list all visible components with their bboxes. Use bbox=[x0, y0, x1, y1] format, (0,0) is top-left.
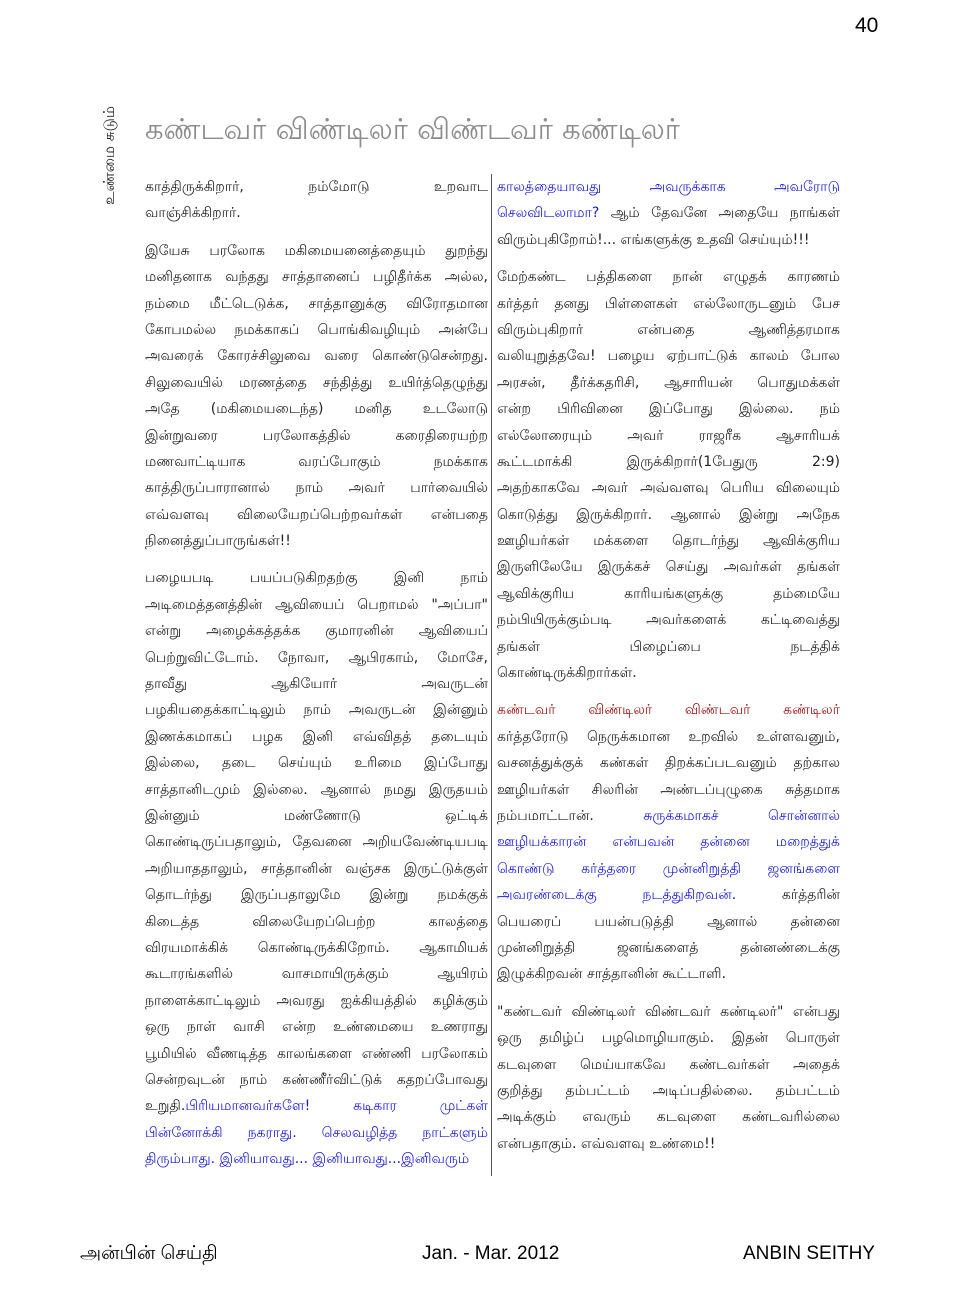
text-segment: அதற்காகவே அவர் அவ்வளவு பெரிய விலையும் bbox=[497, 480, 840, 497]
text-line bbox=[145, 671, 488, 697]
text-line bbox=[145, 829, 488, 855]
text-segment: உறுதி. bbox=[145, 1098, 186, 1115]
text-segment: குறித்து தம்பட்டம் அடிப்பதில்லை. தம்பட்டம் bbox=[497, 1082, 840, 1099]
text-line bbox=[145, 1093, 488, 1119]
text-line bbox=[497, 449, 840, 475]
text-line bbox=[145, 750, 488, 776]
text-line bbox=[145, 645, 488, 671]
text-segment: பழகியதைக்காட்டிலும் நாம் அவருடன் இன்னும் bbox=[145, 702, 488, 719]
text-line bbox=[497, 528, 840, 554]
text-line bbox=[145, 449, 488, 475]
text-line bbox=[497, 264, 840, 290]
text-segment: தாவீது ஆகியோர் அவருடன் bbox=[145, 676, 488, 693]
text-segment: இன்றுவரை பரலோகத்தில் கரைதிரையற்ற bbox=[145, 427, 488, 444]
text-line bbox=[497, 634, 840, 660]
text-segment: கர்த்தரின் bbox=[736, 887, 840, 904]
text-segment: நினைத்துப்பாருங்கள்!! bbox=[145, 533, 291, 550]
text-line bbox=[497, 554, 840, 580]
text-segment: கூட்டமாக்கி இருக்கிறார்(1பேதுரு 2:9) bbox=[497, 453, 840, 470]
text-line bbox=[145, 935, 488, 961]
text-line bbox=[145, 264, 488, 290]
text-segment: விரும்புகிறார் என்பதை ஆணித்தரமாக bbox=[497, 321, 840, 338]
text-line bbox=[497, 291, 840, 317]
text-segment: ஆம் தேவனே அதையே நாங்கள் bbox=[599, 205, 840, 222]
text-line bbox=[145, 174, 488, 200]
text-segment: கூடாரங்களில் வாசமாயிருக்கும் ஆயிரம் bbox=[145, 966, 488, 983]
text-line bbox=[145, 618, 488, 644]
text-line bbox=[497, 1131, 840, 1157]
text-line bbox=[145, 370, 488, 396]
footer-magazine-name: ANBIN SEITHY bbox=[743, 1243, 875, 1264]
text-line bbox=[145, 777, 488, 803]
text-segment: என்பதாகும். எவ்வளவு உண்மை!! bbox=[497, 1135, 716, 1152]
text-line bbox=[145, 988, 488, 1014]
text-line bbox=[497, 607, 840, 633]
paragraph bbox=[497, 999, 840, 1157]
text-segment: எவ்வளவு விலையேறப்பெற்றவர்கள் என்பதை bbox=[145, 506, 488, 523]
text-segment: இயேசு பரலோக மகிமையனைத்தையும் துறந்து bbox=[145, 242, 488, 259]
text-segment: விரும்புகிறோம்!... எங்களுக்கு உதவி செய்யும்!!! bbox=[497, 231, 810, 248]
text-line bbox=[145, 1041, 488, 1067]
paragraph bbox=[497, 174, 840, 253]
text-segment: காத்திருப்பாரானால் நாம் அவர் பார்வையில் bbox=[145, 480, 488, 497]
text-segment: கிடைத்த விலையேறப்பெற்ற காலத்தை bbox=[145, 913, 488, 930]
text-segment: வலியுறுத்தவே! பழைய ஏற்பாட்டுக் காலம் போல bbox=[497, 348, 840, 365]
text-line bbox=[145, 1014, 488, 1040]
text-line bbox=[145, 697, 488, 723]
text-line bbox=[497, 1052, 840, 1078]
text-segment: இன்னும் மண்ணோடு ஒட்டிக் bbox=[145, 807, 488, 824]
text-segment: இழுக்கிறவன் சாத்தானின் கூட்டாளி. bbox=[497, 966, 726, 983]
text-segment: ஒரு நாள் வாசி என்ற உண்மையை உணராது bbox=[145, 1019, 488, 1036]
text-segment: என்ற பிரிவினை இப்போது இல்லை. நம் bbox=[497, 401, 840, 418]
text-line bbox=[497, 697, 840, 723]
text-segment: சென்றவுடன் நாம் கண்ணீர்விட்டுக் கதறப்போவது bbox=[145, 1071, 488, 1088]
paragraph bbox=[145, 238, 488, 555]
text-segment: காலத்தையாவது அவருக்காக அவரோடு bbox=[497, 179, 840, 195]
text-line bbox=[497, 396, 840, 422]
text-segment: அரசன், தீர்க்கதரிசி, ஆசாரியன் பொதுமக்கள் bbox=[497, 374, 840, 391]
text-segment: இருளிலேயே இருக்கச் செய்து அவர்கள் தங்கள் bbox=[497, 559, 840, 576]
text-segment: அவரைக் கோரச்சிலுவை வரை கொண்டுசென்றது. bbox=[145, 348, 488, 365]
paragraph bbox=[497, 264, 840, 686]
text-line bbox=[497, 909, 840, 935]
text-segment: தங்கள் பிழைப்பை நடத்திக் bbox=[497, 638, 840, 655]
right-column bbox=[497, 174, 840, 1168]
text-segment: பழையபடி பயப்படுகிறதற்கு இனி நாம் bbox=[145, 570, 488, 587]
text-segment: பெயரைப் பயன்படுத்தி ஆனால் தன்னை bbox=[497, 913, 840, 930]
text-line bbox=[497, 370, 840, 396]
text-segment: தொடர்ந்து இருப்பதாலுமே இன்று நமக்குக் bbox=[145, 887, 488, 904]
text-segment: பெற்றுவிட்டோம். நோவா, ஆபிரகாம், மோசே, bbox=[145, 649, 488, 666]
text-line bbox=[497, 343, 840, 369]
text-segment: கோபமல்ல நமக்காகப் பொங்கிவழியும் அன்பே bbox=[145, 321, 488, 338]
text-segment: கொடுத்து இருக்கிறார். ஆனால் இன்று அநேக bbox=[497, 506, 840, 523]
text-segment: நாளைக்காட்டிலும் அவரது ஐக்கியத்தில் கழிக்கும் bbox=[145, 992, 488, 1009]
text-line bbox=[497, 581, 840, 607]
footer-magazine-name-tamil: அன்பின் செய்தி bbox=[80, 1243, 218, 1264]
text-line bbox=[145, 803, 488, 829]
text-line bbox=[145, 1146, 488, 1172]
text-line bbox=[145, 1067, 488, 1093]
text-segment: திரும்பாது. இனியாவது... இனியாவது...இனிவரும் bbox=[145, 1151, 470, 1168]
text-line bbox=[145, 724, 488, 750]
text-segment: ஊழியர்கள் மக்களை தொடர்ந்து ஆவிக்குரிய bbox=[497, 533, 840, 550]
text-segment: மனிதனாக வந்தது சாத்தானைப் பழிதீர்க்க அல்ல, bbox=[145, 269, 488, 286]
text-segment: கர்த்தரோடு நெருக்கமான உறவில் உள்ளவனும், bbox=[497, 728, 840, 745]
text-line bbox=[497, 803, 840, 829]
text-segment: விரயமாக்கிக் கொண்டிருக்கிறோம். ஆகாமியக் bbox=[145, 939, 488, 956]
left-column bbox=[145, 174, 488, 1183]
text-line bbox=[145, 882, 488, 908]
text-segment: நம்மை மீட்டெடுக்க, சாத்தானுக்கு விரோதமான bbox=[145, 295, 488, 312]
text-segment: அறியாததாலும், சாத்தானின் வஞ்சக இருட்டுக்குள் bbox=[145, 860, 488, 877]
paragraph bbox=[145, 174, 488, 227]
text-segment: பிரியமானவர்களே! கடிகார முட்கள் bbox=[185, 1098, 488, 1115]
text-segment: முன்னிறுத்தி ஜனங்களைத் தன்னண்டைக்கு bbox=[497, 939, 840, 956]
text-segment: சிலுவையில் மரணத்தை சந்தித்து உயிர்த்தெழுந்து bbox=[145, 374, 488, 391]
paragraph bbox=[497, 697, 840, 987]
text-segment: ஊழியர்கள் சிலரின் அண்டப்புழுகை சுத்தமாக bbox=[497, 781, 840, 798]
text-segment: வசனத்துக்குக் கண்கள் திறக்கப்படவனும் தற்கால bbox=[497, 755, 840, 772]
subheading: கண்டவர் விண்டிலர் விண்டவர் கண்டிலர் bbox=[497, 702, 840, 719]
text-line bbox=[145, 592, 488, 618]
text-segment: காத்திருக்கிறார், நம்மோடு உறவாட bbox=[145, 179, 488, 195]
text-line bbox=[145, 317, 488, 343]
text-line bbox=[145, 502, 488, 528]
text-segment: அதே (மகிமையடைந்த) மனித உடலோடு bbox=[145, 401, 488, 418]
text-segment: ஊழியக்காரன் என்பவன் தன்னை மறைத்துக் bbox=[497, 834, 840, 851]
text-line bbox=[497, 882, 840, 908]
text-line bbox=[497, 750, 840, 776]
text-line bbox=[497, 935, 840, 961]
text-segment: அவரண்டைக்கு நடத்துகிறவன். bbox=[497, 887, 737, 904]
text-segment: மேற்கண்ட பத்திகளை நான் எழுதக் காரணம் bbox=[497, 269, 840, 286]
text-segment: இணக்கமாகப் பழக இனி எவ்விதத் தடையும் bbox=[145, 728, 488, 745]
text-segment: கொண்டிருக்கிறார்கள். bbox=[497, 665, 637, 682]
text-segment: இல்லை, தடை செய்யும் உரிமை இப்போது bbox=[145, 755, 488, 772]
text-line bbox=[497, 999, 840, 1025]
article-title: கண்டவர் விண்டிலர் விண்டவர் கண்டிலர் bbox=[145, 112, 680, 146]
text-segment: "கண்டவர் விண்டிலர் விண்டவர் கண்டிலர்" என்பது bbox=[497, 1003, 840, 1020]
text-line bbox=[145, 291, 488, 317]
text-line bbox=[497, 961, 840, 987]
text-line bbox=[497, 1025, 840, 1051]
text-line bbox=[145, 475, 488, 501]
text-line bbox=[497, 829, 840, 855]
text-line bbox=[497, 475, 840, 501]
text-line bbox=[497, 777, 840, 803]
text-line bbox=[497, 1104, 840, 1130]
text-segment: நம்பியிருக்கும்படி அவர்களைக் கட்டிவைத்து bbox=[497, 612, 840, 629]
text-line bbox=[497, 502, 840, 528]
text-segment: கர்த்தர் தனது பிள்ளைகள் எல்லோருடனும் பேச bbox=[497, 295, 840, 312]
text-line bbox=[145, 423, 488, 449]
text-line bbox=[145, 238, 488, 264]
text-line bbox=[145, 528, 488, 554]
text-line bbox=[497, 856, 840, 882]
text-line bbox=[497, 660, 840, 686]
text-segment: ஒரு தமிழ்ப் பழமொழியாகும். இதன் பொருள் bbox=[497, 1030, 840, 1047]
text-segment: என்று அழைக்கத்தக்க குமாரனின் ஆவியைப் bbox=[145, 623, 488, 640]
text-segment: அடிமைத்தனத்தின் ஆவியைப் பெறாமல் "அப்பா" bbox=[145, 596, 488, 613]
text-line bbox=[145, 1120, 488, 1146]
text-segment: சுருக்கமாகச் சொன்னால் bbox=[643, 807, 840, 824]
text-segment: பூமியில் வீணடித்த காலங்களை எண்ணி பரலோகம் bbox=[145, 1045, 488, 1062]
footer-issue-date: Jan. - Mar. 2012 bbox=[422, 1243, 560, 1264]
text-line bbox=[145, 961, 488, 987]
text-segment: வாஞ்சிக்கிறார். bbox=[145, 205, 241, 222]
text-line bbox=[145, 856, 488, 882]
text-line bbox=[145, 909, 488, 935]
text-segment: கொண்டிருப்பதாலும், தேவனை அறியவேண்டியபடி bbox=[145, 834, 488, 851]
text-segment: பின்னோக்கி நகராது. செலவழித்த நாட்களும் bbox=[145, 1124, 488, 1141]
text-line bbox=[145, 565, 488, 591]
text-line bbox=[497, 174, 840, 200]
text-line bbox=[497, 227, 840, 253]
text-line bbox=[497, 724, 840, 750]
text-line bbox=[497, 423, 840, 449]
text-segment: சாத்தானிடமும் இல்லை. ஆனால் நமது இருதயம் bbox=[145, 781, 488, 798]
text-segment: நம்பமாட்டான். bbox=[497, 807, 644, 824]
text-segment: கடவுளை மெய்யாகவே கண்டவர்கள் அதைக் bbox=[497, 1056, 840, 1073]
text-line bbox=[497, 1078, 840, 1104]
text-segment: மணவாட்டியாக வரப்போகும் நமக்காக bbox=[145, 453, 488, 470]
section-label: உண்மை சுடும் bbox=[100, 106, 118, 205]
text-segment: கொண்டு கர்த்தரை முன்னிறுத்தி ஜனங்களை bbox=[497, 860, 840, 877]
page-number: 40 bbox=[855, 14, 879, 37]
text-segment: அடிக்கும் எவரும் கடவுளை கண்டவரில்லை bbox=[497, 1109, 840, 1126]
text-line bbox=[145, 343, 488, 369]
column-divider bbox=[491, 174, 492, 1176]
text-line bbox=[145, 396, 488, 422]
text-segment: செலவிடலாமா? bbox=[497, 205, 600, 222]
text-line bbox=[497, 200, 840, 226]
text-line bbox=[145, 200, 488, 226]
text-segment: ஆவிக்குரிய காரியங்களுக்கு தம்மையே bbox=[497, 585, 840, 602]
paragraph bbox=[145, 565, 488, 1172]
text-segment: எல்லோரையும் அவர் ராஜரீக ஆசாரியக் bbox=[497, 427, 840, 444]
text-line bbox=[497, 317, 840, 343]
